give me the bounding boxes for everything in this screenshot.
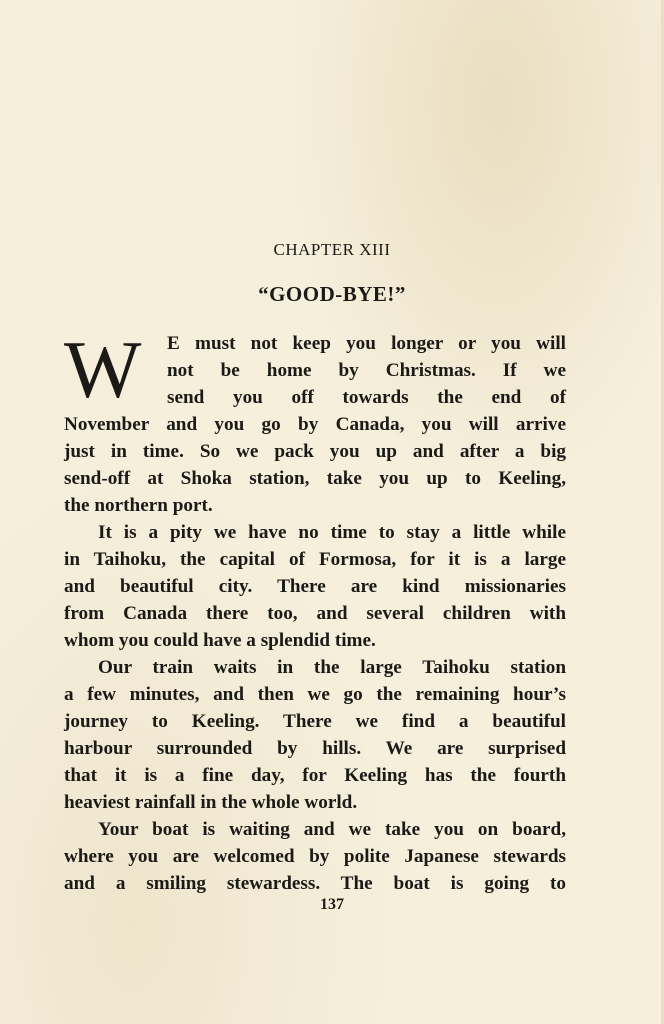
text-line: harbour surrounded by hills. We are surprised — [64, 738, 566, 759]
paragraph — [64, 519, 566, 654]
text-line: and a smiling stewardess. The boat is going to — [64, 873, 566, 894]
text-line: whom you could have a splendid time. — [64, 630, 376, 651]
text-line: where you are welcomed by polite Japanese stewards — [64, 846, 566, 867]
text-line: in Taihoku, the capital of Formosa, for it is a large — [64, 549, 566, 570]
chapter-body — [64, 324, 566, 897]
paragraph — [64, 816, 566, 897]
text-line: journey to Keeling. There we find a beautiful — [64, 711, 566, 732]
chapter-title: “GOOD-BYE!” — [258, 282, 406, 306]
text-line: November and you go by Canada, you will arrive — [64, 414, 566, 435]
text-line: send-off at Shoka station, take you up to Keeling, — [64, 468, 566, 489]
paragraph — [64, 654, 566, 816]
text-line: from Canada there too, and several children with — [64, 603, 566, 624]
text-line: It is a pity we have no time to stay a little while — [98, 522, 566, 543]
opening-paragraph — [64, 324, 566, 519]
page-number: 137 — [320, 896, 344, 913]
text-line: just in time. So we pack you up and after a big — [64, 441, 566, 462]
text-line: a few minutes, and then we go the remaining hour’s — [64, 684, 566, 705]
text-line: heaviest rainfall in the whole world. — [64, 792, 358, 813]
text-line: the northern port. — [64, 495, 213, 516]
text-line: E must not keep you longer or you will — [167, 333, 566, 354]
text-line: Your boat is waiting and we take you on board, — [98, 819, 566, 840]
drop-cap-letter: W — [64, 324, 142, 415]
text-line: send you off towards the end of — [167, 387, 566, 408]
text-line: and beautiful city. There are kind missionaries — [64, 576, 566, 597]
text-line: that it is a fine day, for Keeling has the fourth — [64, 765, 566, 786]
text-line: not be home by Christmas. If we — [167, 360, 566, 381]
chapter-number: CHAPTER XIII — [273, 240, 391, 259]
text-line: Our train waits in the large Taihoku station — [98, 657, 566, 678]
